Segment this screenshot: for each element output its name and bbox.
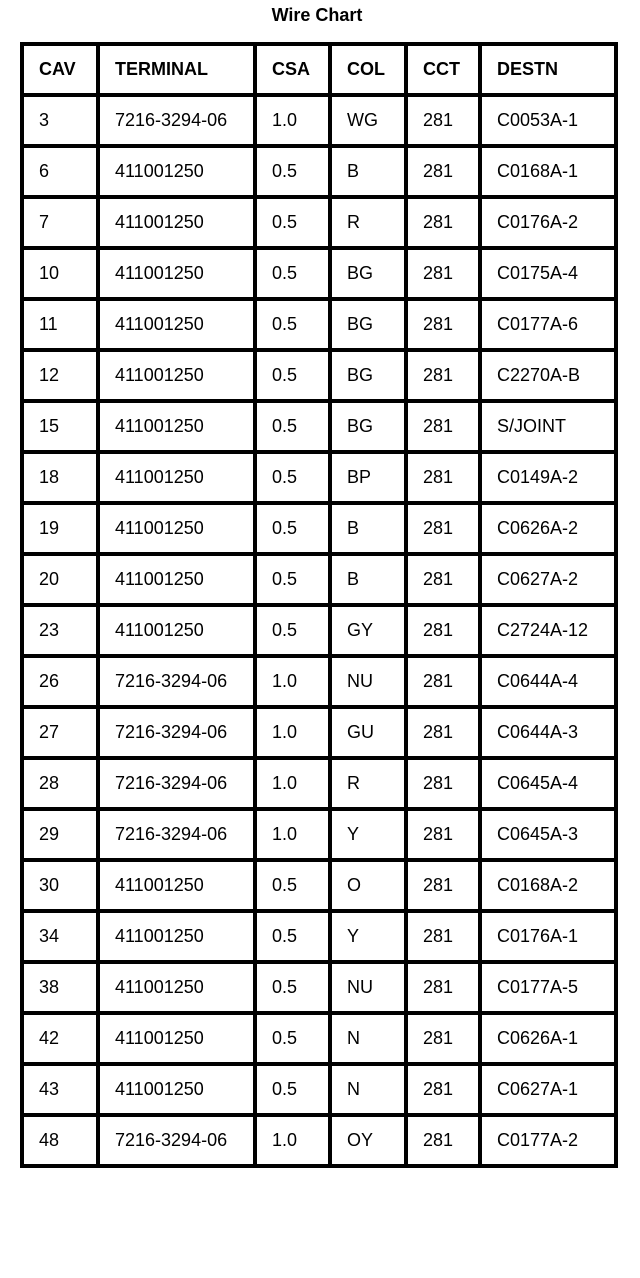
- cell-cct: 281: [406, 605, 480, 656]
- table-row: [22, 707, 616, 758]
- cell-terminal: 411001250: [98, 197, 255, 248]
- cell-cct: 281: [406, 146, 480, 197]
- table-row: [22, 452, 616, 503]
- cell-terminal: 411001250: [98, 554, 255, 605]
- table-row: [22, 248, 616, 299]
- cell-cct: 281: [406, 1115, 480, 1166]
- cell-col: NU: [330, 962, 406, 1013]
- cell-cct: 281: [406, 911, 480, 962]
- cell-destn: C0177A-2: [480, 1115, 616, 1166]
- cell-terminal: 411001250: [98, 350, 255, 401]
- cell-cav: 26: [22, 656, 98, 707]
- column-header-destn: DESTN: [480, 44, 616, 95]
- cell-destn: C0177A-6: [480, 299, 616, 350]
- cell-destn: C0177A-5: [480, 962, 616, 1013]
- cell-csa: 1.0: [255, 1115, 330, 1166]
- cell-cct: 281: [406, 1013, 480, 1064]
- cell-cct: 281: [406, 962, 480, 1013]
- cell-destn: C0053A-1: [480, 95, 616, 146]
- cell-terminal: 7216-3294-06: [98, 95, 255, 146]
- cell-cav: 29: [22, 809, 98, 860]
- table-row: [22, 401, 616, 452]
- cell-csa: 1.0: [255, 656, 330, 707]
- cell-cct: 281: [406, 809, 480, 860]
- table-row: [22, 503, 616, 554]
- cell-destn: C0645A-3: [480, 809, 616, 860]
- table-row: [22, 1064, 616, 1115]
- cell-col: BG: [330, 350, 406, 401]
- cell-csa: 0.5: [255, 1013, 330, 1064]
- cell-cav: 15: [22, 401, 98, 452]
- cell-col: BG: [330, 401, 406, 452]
- cell-col: Y: [330, 809, 406, 860]
- cell-cav: 7: [22, 197, 98, 248]
- cell-terminal: 411001250: [98, 401, 255, 452]
- table-row: [22, 350, 616, 401]
- cell-cct: 281: [406, 350, 480, 401]
- cell-destn: S/JOINT: [480, 401, 616, 452]
- cell-col: O: [330, 860, 406, 911]
- cell-col: R: [330, 197, 406, 248]
- column-header-csa: CSA: [255, 44, 330, 95]
- cell-cav: 34: [22, 911, 98, 962]
- page-title: Wire Chart: [271, 5, 363, 25]
- cell-terminal: 411001250: [98, 1064, 255, 1115]
- cell-terminal: 411001250: [98, 1013, 255, 1064]
- cell-csa: 0.5: [255, 248, 330, 299]
- cell-col: B: [330, 503, 406, 554]
- cell-cct: 281: [406, 299, 480, 350]
- cell-terminal: 7216-3294-06: [98, 1115, 255, 1166]
- cell-terminal: 411001250: [98, 911, 255, 962]
- table-row: [22, 656, 616, 707]
- cell-csa: 0.5: [255, 299, 330, 350]
- cell-terminal: 7216-3294-06: [98, 656, 255, 707]
- cell-col: GY: [330, 605, 406, 656]
- cell-cav: 18: [22, 452, 98, 503]
- cell-col: OY: [330, 1115, 406, 1166]
- table-row: [22, 911, 616, 962]
- cell-cav: 28: [22, 758, 98, 809]
- table-row: [22, 860, 616, 911]
- cell-terminal: 411001250: [98, 146, 255, 197]
- cell-cav: 27: [22, 707, 98, 758]
- cell-csa: 0.5: [255, 605, 330, 656]
- column-header-cav: CAV: [22, 44, 98, 95]
- cell-csa: 0.5: [255, 962, 330, 1013]
- cell-destn: C0175A-4: [480, 248, 616, 299]
- cell-cav: 23: [22, 605, 98, 656]
- cell-terminal: 411001250: [98, 503, 255, 554]
- cell-terminal: 411001250: [98, 248, 255, 299]
- cell-destn: C0626A-1: [480, 1013, 616, 1064]
- cell-cav: 19: [22, 503, 98, 554]
- cell-destn: C0168A-2: [480, 860, 616, 911]
- cell-col: BP: [330, 452, 406, 503]
- cell-csa: 0.5: [255, 452, 330, 503]
- cell-terminal: 7216-3294-06: [98, 809, 255, 860]
- cell-destn: C0644A-3: [480, 707, 616, 758]
- cell-csa: 0.5: [255, 350, 330, 401]
- cell-col: B: [330, 554, 406, 605]
- cell-csa: 1.0: [255, 758, 330, 809]
- cell-terminal: 411001250: [98, 860, 255, 911]
- cell-csa: 1.0: [255, 95, 330, 146]
- table-body: [22, 95, 616, 1166]
- cell-terminal: 7216-3294-06: [98, 758, 255, 809]
- cell-destn: C0627A-2: [480, 554, 616, 605]
- cell-col: N: [330, 1064, 406, 1115]
- cell-cct: 281: [406, 95, 480, 146]
- cell-col: BG: [330, 248, 406, 299]
- cell-csa: 0.5: [255, 197, 330, 248]
- column-header-col: COL: [330, 44, 406, 95]
- cell-terminal: 7216-3294-06: [98, 707, 255, 758]
- cell-cav: 12: [22, 350, 98, 401]
- cell-cav: 48: [22, 1115, 98, 1166]
- cell-col: R: [330, 758, 406, 809]
- cell-terminal: 411001250: [98, 962, 255, 1013]
- cell-col: N: [330, 1013, 406, 1064]
- cell-cct: 281: [406, 554, 480, 605]
- cell-destn: C0626A-2: [480, 503, 616, 554]
- cell-csa: 0.5: [255, 1064, 330, 1115]
- cell-col: BG: [330, 299, 406, 350]
- cell-cct: 281: [406, 860, 480, 911]
- cell-csa: 0.5: [255, 401, 330, 452]
- table-row: [22, 605, 616, 656]
- wire-chart-table: [20, 42, 618, 1168]
- cell-cav: 42: [22, 1013, 98, 1064]
- cell-cav: 30: [22, 860, 98, 911]
- cell-cct: 281: [406, 758, 480, 809]
- cell-cav: 20: [22, 554, 98, 605]
- table-row: [22, 146, 616, 197]
- table-row: [22, 299, 616, 350]
- table-row: [22, 1013, 616, 1064]
- cell-destn: C0644A-4: [480, 656, 616, 707]
- cell-cav: 3: [22, 95, 98, 146]
- cell-csa: 1.0: [255, 809, 330, 860]
- cell-col: B: [330, 146, 406, 197]
- cell-cav: 10: [22, 248, 98, 299]
- cell-cav: 6: [22, 146, 98, 197]
- table-row: [22, 554, 616, 605]
- cell-destn: C0168A-1: [480, 146, 616, 197]
- cell-destn: C0627A-1: [480, 1064, 616, 1115]
- cell-cct: 281: [406, 248, 480, 299]
- cell-cct: 281: [406, 452, 480, 503]
- cell-col: GU: [330, 707, 406, 758]
- cell-destn: C2270A-B: [480, 350, 616, 401]
- cell-csa: 0.5: [255, 860, 330, 911]
- cell-col: Y: [330, 911, 406, 962]
- cell-cct: 281: [406, 401, 480, 452]
- table-row: [22, 1115, 616, 1166]
- column-header-cct: CCT: [406, 44, 480, 95]
- cell-cav: 43: [22, 1064, 98, 1115]
- cell-terminal: 411001250: [98, 452, 255, 503]
- cell-cct: 281: [406, 503, 480, 554]
- cell-csa: 1.0: [255, 707, 330, 758]
- table-row: [22, 809, 616, 860]
- cell-destn: C0645A-4: [480, 758, 616, 809]
- cell-destn: C0176A-1: [480, 911, 616, 962]
- cell-cct: 281: [406, 707, 480, 758]
- cell-destn: C0149A-2: [480, 452, 616, 503]
- table-row: [22, 197, 616, 248]
- cell-csa: 0.5: [255, 911, 330, 962]
- cell-csa: 0.5: [255, 503, 330, 554]
- cell-cct: 281: [406, 656, 480, 707]
- cell-csa: 0.5: [255, 554, 330, 605]
- cell-cav: 38: [22, 962, 98, 1013]
- table-row: [22, 758, 616, 809]
- cell-cct: 281: [406, 1064, 480, 1115]
- cell-terminal: 411001250: [98, 299, 255, 350]
- cell-cav: 11: [22, 299, 98, 350]
- cell-destn: C2724A-12: [480, 605, 616, 656]
- cell-csa: 0.5: [255, 146, 330, 197]
- cell-terminal: 411001250: [98, 605, 255, 656]
- cell-col: WG: [330, 95, 406, 146]
- cell-cct: 281: [406, 197, 480, 248]
- table-row: [22, 962, 616, 1013]
- cell-col: NU: [330, 656, 406, 707]
- table-header-row: [22, 44, 616, 95]
- table-row: [22, 95, 616, 146]
- column-header-terminal: TERMINAL: [98, 44, 255, 95]
- cell-destn: C0176A-2: [480, 197, 616, 248]
